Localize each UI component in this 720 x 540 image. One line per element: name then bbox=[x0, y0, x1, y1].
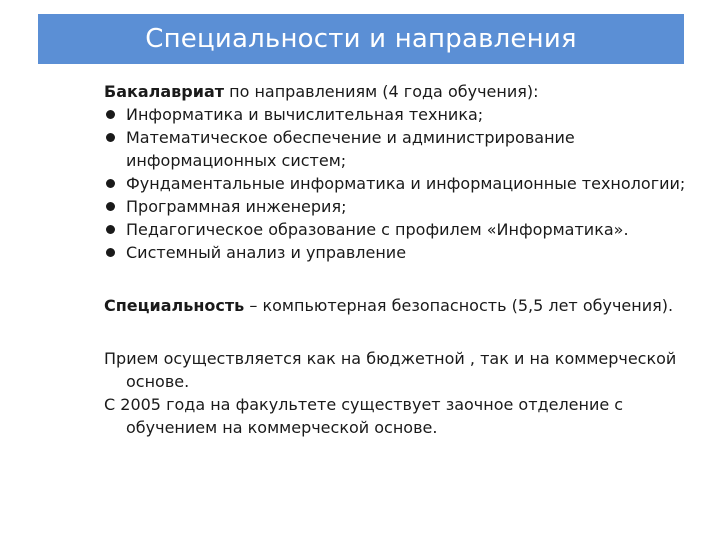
bachelor-directions-list bbox=[104, 103, 694, 264]
list-item-text: Педагогическое образование с профилем «Информатика». bbox=[126, 220, 629, 239]
list-item-text: Фундаментальные информатика и информационные технологии; bbox=[126, 174, 686, 193]
bachelor-label: Бакалавриат bbox=[104, 82, 225, 101]
specialty-text: – компьютерная безопасность (5,5 лет обучения). bbox=[244, 296, 674, 315]
list-item bbox=[104, 126, 694, 172]
list-item bbox=[104, 172, 694, 195]
list-item bbox=[104, 195, 694, 218]
bullet-icon bbox=[106, 225, 115, 234]
list-item bbox=[104, 218, 694, 241]
slide-title-text: Специальности и направления bbox=[145, 24, 577, 54]
list-item bbox=[104, 241, 694, 264]
list-item-text: Информатика и вычислительная техника; bbox=[126, 105, 484, 124]
bullet-icon bbox=[106, 110, 115, 119]
specialty-label: Специальность bbox=[104, 296, 245, 315]
bachelor-intro bbox=[104, 80, 694, 103]
slide-content bbox=[104, 80, 694, 439]
bullet-icon bbox=[106, 133, 115, 142]
correspondence-paragraph: С 2005 года на факультете существует заочное отделение с обучением на коммерческой основе. bbox=[104, 395, 624, 437]
list-item-text: Системный анализ и управление bbox=[126, 243, 407, 262]
bullet-icon bbox=[106, 202, 115, 211]
bullet-icon bbox=[106, 179, 115, 188]
bullet-icon bbox=[106, 248, 115, 257]
specialty-paragraph bbox=[104, 294, 694, 317]
list-item-text: Программная инженерия; bbox=[126, 197, 347, 216]
bachelor-text: по направлениям (4 года обучения): bbox=[224, 82, 539, 101]
list-item bbox=[104, 103, 694, 126]
list-item-text: Математическое обеспечение и администрирование информационных систем; bbox=[126, 128, 575, 170]
slide-title bbox=[38, 14, 684, 64]
admission-paragraph: Прием осуществляется как на бюджетной , так и на коммерческой основе. bbox=[104, 349, 677, 391]
